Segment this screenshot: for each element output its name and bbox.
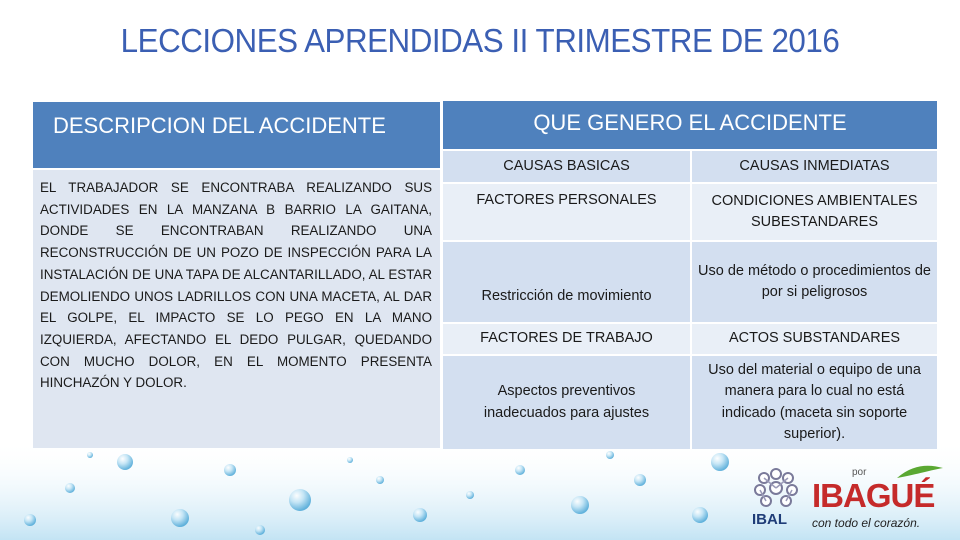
cell-personal-factors: FACTORES PERSONALES bbox=[443, 184, 690, 240]
cell-substandard-acts: ACTOS SUBSTANDARES bbox=[692, 324, 937, 354]
leaf-icon bbox=[895, 462, 945, 480]
cell-basic-causes-header: CAUSAS BASICAS bbox=[443, 151, 690, 182]
description-panel bbox=[33, 170, 440, 448]
causes-table bbox=[443, 101, 937, 449]
page-title: LECCIONES APRENDIDAS II TRIMESTRE DE 2016 bbox=[120, 22, 840, 59]
cell-immediate-causes-header: CAUSAS INMEDIATAS bbox=[692, 151, 937, 182]
cell-dangerous-method: Uso de método o procedimientos de por si peligrosos bbox=[692, 242, 937, 322]
description-header-label: DESCRIPCION DEL ACCIDENTE bbox=[53, 113, 386, 138]
cell-material-misuse: Uso del material o equipo de una manera para lo cual no está indicado (maceta sin soporte superior). bbox=[692, 356, 937, 449]
cell-environmental-conditions: CONDICIONES AMBIENTALES SUBESTANDARES bbox=[692, 184, 937, 240]
causes-table-header: QUE GENERO EL ACCIDENTE bbox=[443, 101, 937, 149]
slogan-text: con todo el corazón. bbox=[812, 516, 921, 530]
ibal-logo-text: IBAL bbox=[752, 511, 787, 528]
description-text: EL TRABAJADOR SE ENCONTRABA REALIZANDO SUS ACTIVIDADES EN LA MANZANA B BARRIO LA GAITANA, DONDE SE ENCONTRABAN REALIZANDO UNA RECONSTRUCCIÓN DE UN POZO DE INSPECCIÓN PARA LA INSTALACIÓN DE UNA TAPA DE ALCANTARILLADO, AL ESTAR DEMOLIENDO UNOS LADRILLOS CON UNA MACETA, AL DAR EL GOLPE, EL IMPACTO SE LO PEGO EN LA MANO IZQUIERDA, AFECTANDO EL DEDO PULGAR, QUEDANDO CON MUCHO DOLOR, EN EL MOMENTO PRESENTA HINCHAZÓN Y DOLOR. bbox=[40, 180, 432, 391]
ibague-logo-text: IBAGUÉ bbox=[812, 477, 935, 514]
cell-preventive-aspects: Aspectos preventivos inadecuados para ajustes bbox=[443, 356, 690, 449]
cell-movement-restriction: Restricción de movimiento bbox=[443, 242, 690, 322]
cell-work-factors: FACTORES DE TRABAJO bbox=[443, 324, 690, 354]
description-header bbox=[33, 102, 440, 168]
por-text: por bbox=[852, 467, 867, 478]
